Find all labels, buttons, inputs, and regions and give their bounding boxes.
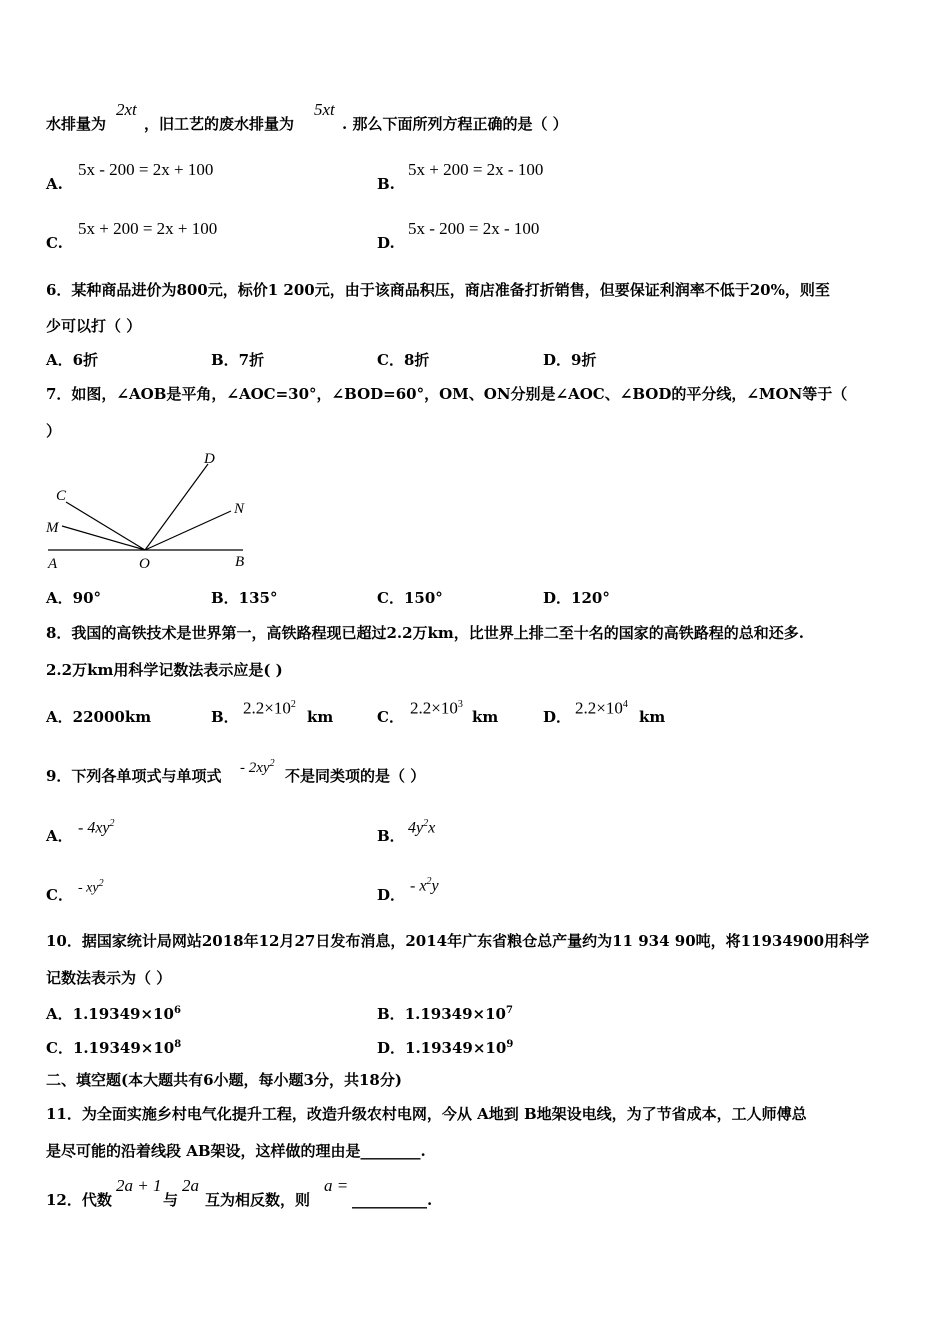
q8-option-d-unit: km <box>639 708 666 726</box>
q5-option-d-expr: 5x - 200 = 2x - 100 <box>408 219 540 238</box>
q8-option-d-letter: D． <box>543 708 572 726</box>
q12-text-3: 互为相反数，则 <box>205 1191 311 1209</box>
label-m: M <box>46 520 59 536</box>
ray-on <box>145 511 231 550</box>
q8-option-d-expr: $2.2\times 10^4$ <box>575 698 628 718</box>
q5-option-b-letter: B. <box>377 175 395 193</box>
q7-option-a: A．90° <box>46 589 102 607</box>
q6-option-b: B．7折 <box>211 351 265 369</box>
q8-option-b-unit: km <box>307 708 334 726</box>
q12-text-1: 12．代数 <box>46 1191 112 1209</box>
q6-line-2: 少可以打（ ） <box>46 317 142 335</box>
q12-expr-1: 2a + 1 <box>116 1176 162 1195</box>
q6-option-d: D．9折 <box>543 351 597 369</box>
q5-option-a-expr: 5x - 200 = 2x + 100 <box>78 160 214 179</box>
q7-line-1: 7．如图，∠AOB是平角，∠AOC=30°，∠BOD=60°，OM、ON分别是∠AOC、∠BOD的平分线，∠MON等于（ <box>46 385 848 403</box>
q9-option-a-expr: - $4xy^2$ <box>78 818 115 837</box>
q10-line-1: 10．据国家统计局网站2018年12月27日发布消息，2014年广东省粮仓总产量约为11 934 90吨，将11934900用科学 <box>46 932 870 950</box>
q12-expr-3: a = <box>324 1176 349 1195</box>
label-b: B <box>235 554 245 570</box>
label-d: D <box>204 451 215 467</box>
q5-option-d-letter: D. <box>377 234 395 252</box>
q7-angle-figure <box>40 448 270 573</box>
q11-line-1: 11．为全面实施乡村电气化提升工程，改造升级农村电网，今从 A地到 B地架设电线，为了节省成本，工人师傅总 <box>46 1105 807 1123</box>
q8-option-b-expr: $2.2\times 10^2$ <box>243 698 296 718</box>
q10-line-2: 记数法表示为（ ） <box>46 969 172 987</box>
q8-option-b-letter: B． <box>211 708 239 726</box>
q5-expr-old: 5xt <box>314 100 335 119</box>
q10-option-d: D．$1.19349\times 10^9$ <box>377 1039 514 1057</box>
q5-option-c-letter: C. <box>46 234 63 252</box>
q8-option-c-letter: C． <box>377 708 404 726</box>
q6-line-1: 6．某种商品进价为800元，标价1 200元，由于该商品积压，商店准备打折销售，但要保证利润率不低于20%，则至 <box>46 281 830 299</box>
ray-om <box>62 526 145 550</box>
q7-option-c: C．150° <box>377 589 443 607</box>
q9-option-c-expr: - $xy^2$ <box>78 878 104 896</box>
q10-option-c: C．$1.19349\times 10^8$ <box>46 1039 182 1057</box>
ray-od <box>145 464 208 550</box>
q12-expr-2: 2a <box>182 1176 199 1195</box>
q10-option-a: A．$1.19349\times 10^6$ <box>46 1005 181 1023</box>
q5-option-b-expr: 5x + 200 = 2x - 100 <box>408 160 544 179</box>
q8-option-c-expr: $2.2\times 10^3$ <box>410 698 463 718</box>
q11-line-2: 是尽可能的沿着线段 AB架设，这样做的理由是________. <box>46 1142 426 1160</box>
q5-option-c-expr: 5x + 200 = 2x + 100 <box>78 219 218 238</box>
q10-option-b: B．$1.19349\times 10^7$ <box>377 1005 513 1023</box>
q9-option-b-expr: $4y^2x$ <box>408 818 436 837</box>
q9-option-d-letter: D． <box>377 886 406 904</box>
q12-text-2: 与 <box>163 1191 179 1209</box>
ray-oc <box>66 502 145 550</box>
q7-line-2: ） <box>46 422 62 440</box>
q9-option-a-letter: A． <box>46 827 73 845</box>
q6-option-c: C．8折 <box>377 351 430 369</box>
q5-option-a-letter: A. <box>46 175 63 193</box>
q9-expr: - $2xy^2$ <box>240 758 275 776</box>
q8-line-1: 8．我国的高铁技术是世界第一，高铁路程现已超过2.2万km，比世界上排二至十名的国家的高铁路程的总和还多. <box>46 624 805 642</box>
q9-text-2: 不是同类项的是（ ） <box>285 767 426 785</box>
q9-option-d-expr: - $x^2y$ <box>410 876 439 895</box>
q8-option-a: A．22000km <box>46 708 152 726</box>
label-o: O <box>139 556 150 572</box>
q9-option-c-letter: C． <box>46 886 73 904</box>
label-c: C <box>56 488 67 504</box>
section-2-title: 二、填空题(本大题共有6小题，每小题3分，共18分) <box>46 1071 402 1089</box>
q6-option-a: A．6折 <box>46 351 99 369</box>
q9-text-1: 9．下列各单项式与单项式 <box>46 767 222 785</box>
q8-option-c-unit: km <box>472 708 499 726</box>
label-a: A <box>48 556 58 572</box>
label-n: N <box>234 501 245 517</box>
q12-answer-blank: __________. <box>352 1191 433 1209</box>
q7-option-b: B．135° <box>211 589 278 607</box>
q5-expr-new: 2xt <box>116 100 137 119</box>
q9-option-b-letter: B． <box>377 827 405 845</box>
q8-line-2: 2.2万km用科学记数法表示应是( ) <box>46 661 283 679</box>
q5-text-2: ，旧工艺的废水排量为 <box>144 115 295 133</box>
q7-option-d: D．120° <box>543 589 610 607</box>
q5-text-3: . 那么下面所列方程正确的是（ ） <box>342 115 568 133</box>
q5-text-1: 水排量为 <box>46 115 107 133</box>
